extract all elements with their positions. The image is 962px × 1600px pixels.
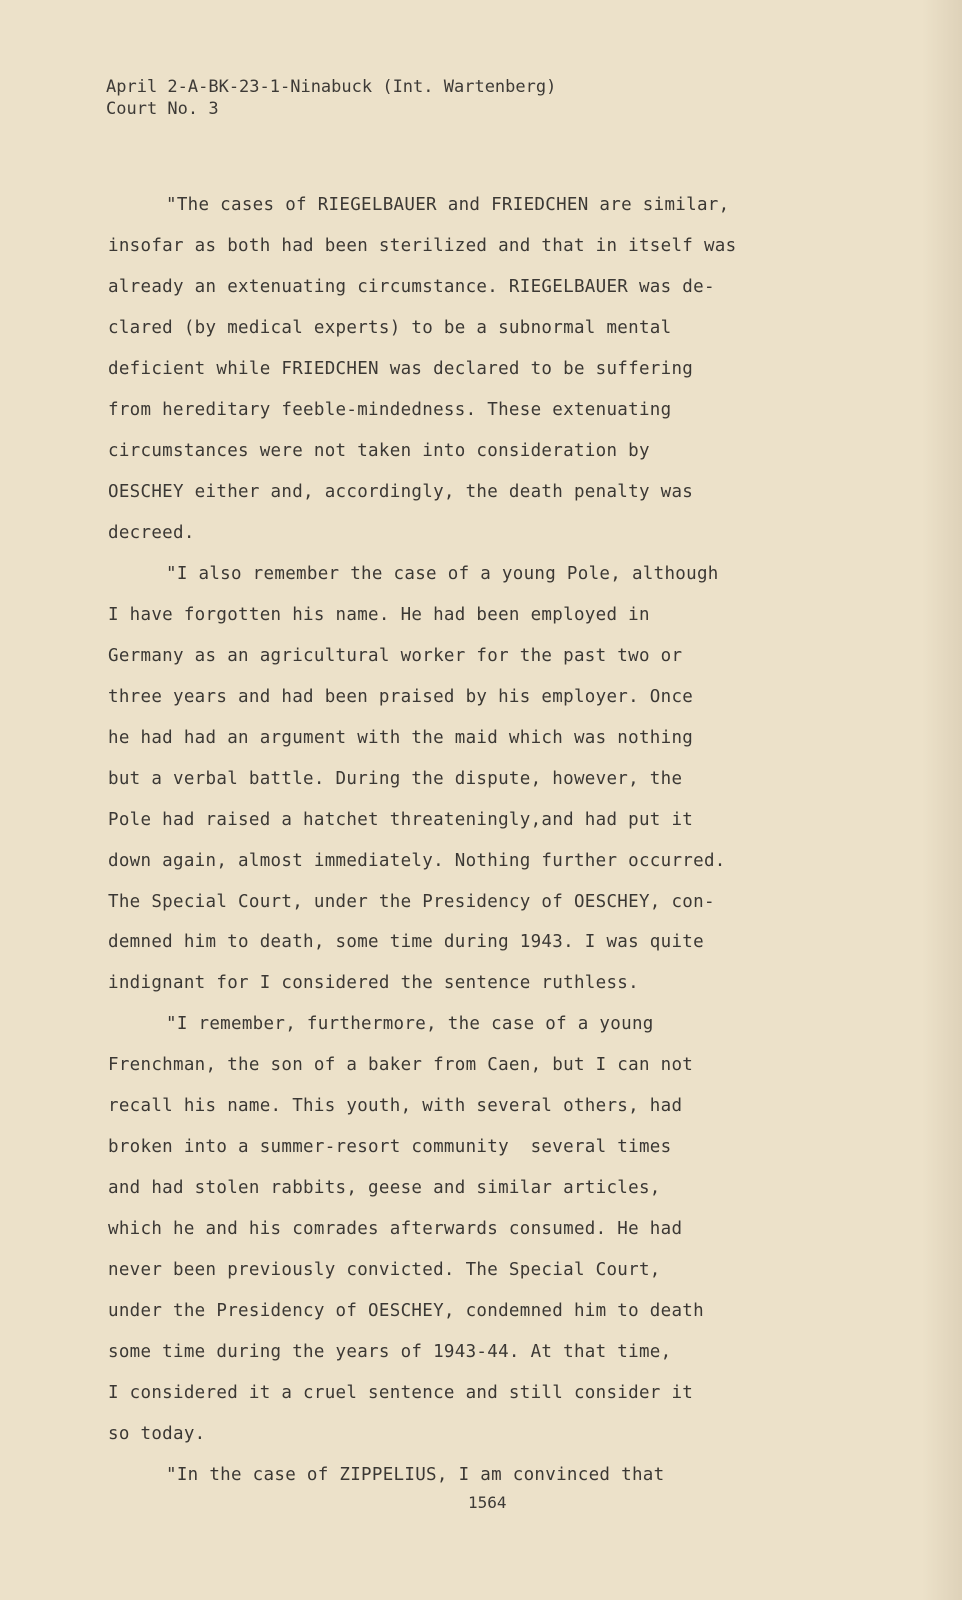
text-line: Frenchman, the son of a baker from Caen, but I can not (108, 1055, 694, 1076)
text-line: Germany as an agricultural worker for the past two or (108, 645, 683, 666)
page-number: 1564 (468, 1493, 507, 1512)
text-line: circumstances were not taken into consideration by (108, 440, 650, 461)
page-edge-shade (922, 0, 962, 1600)
text-line: under the Presidency of OESCHEY, condemned him to death (108, 1301, 704, 1322)
text-line: three years and had been praised by his employer. Once (108, 686, 694, 707)
text-line: Pole had raised a hatchet threateningly,and had put it (108, 809, 694, 830)
text-line: insofar as both had been sterilized and that in itself was (108, 236, 737, 256)
header-court: Court No. 3 (106, 99, 219, 119)
text-line: he had had an argument with the maid which was nothing (108, 727, 694, 748)
text-line: some time during the years of 1943-44. At that time, (108, 1342, 672, 1363)
text-line: and had stolen rabbits, geese and similar articles, (108, 1178, 661, 1199)
text-line: broken into a summer-resort community several times (108, 1137, 672, 1158)
text-line: I considered it a cruel sentence and still consider it (108, 1383, 694, 1404)
text-line: which he and his comrades afterwards consumed. He had (108, 1219, 683, 1240)
text-line: deficient while FRIEDCHEN was declared to be suffering (108, 358, 694, 379)
text-line: "I also remember the case of a young Pole, although (166, 563, 719, 584)
text-line: down again, almost immediately. Nothing further occurred. (108, 850, 726, 871)
document-header (106, 76, 556, 120)
text-line: clared (by medical experts) to be a subnormal mental (108, 317, 672, 338)
header-reference: April 2-A-BK-23-1-Ninabuck (Int. Wartenberg) (106, 77, 557, 97)
text-line: recall his name. This youth, with several others, had (108, 1096, 683, 1117)
text-line: indignant for I considered the sentence ruthless. (108, 973, 639, 994)
text-line: from hereditary feeble-mindedness. These extenuating (108, 399, 672, 420)
text-line: I have forgotten his name. He had been employed in (108, 604, 650, 625)
text-line: so today. (108, 1424, 206, 1444)
text-line: already an extenuating circumstance. RIEGELBAUER was de- (108, 276, 715, 297)
text-line: never been previously convicted. The Special Court, (108, 1260, 661, 1281)
text-line: decreed. (108, 522, 195, 543)
text-line: but a verbal battle. During the dispute, however, the (108, 768, 683, 789)
text-line: "I remember, furthermore, the case of a young (166, 1014, 654, 1035)
text-line: "In the case of ZIPPELIUS, I am convinced that (166, 1465, 665, 1485)
text-line: The Special Court, under the Presidency of OESCHEY, con- (108, 891, 715, 912)
text-line: "The cases of RIEGELBAUER and FRIEDCHEN are similar, (166, 195, 730, 215)
text-line: demned him to death, some time during 1943. I was quite (108, 932, 704, 953)
text-line: OESCHEY either and, accordingly, the death penalty was (108, 481, 694, 502)
